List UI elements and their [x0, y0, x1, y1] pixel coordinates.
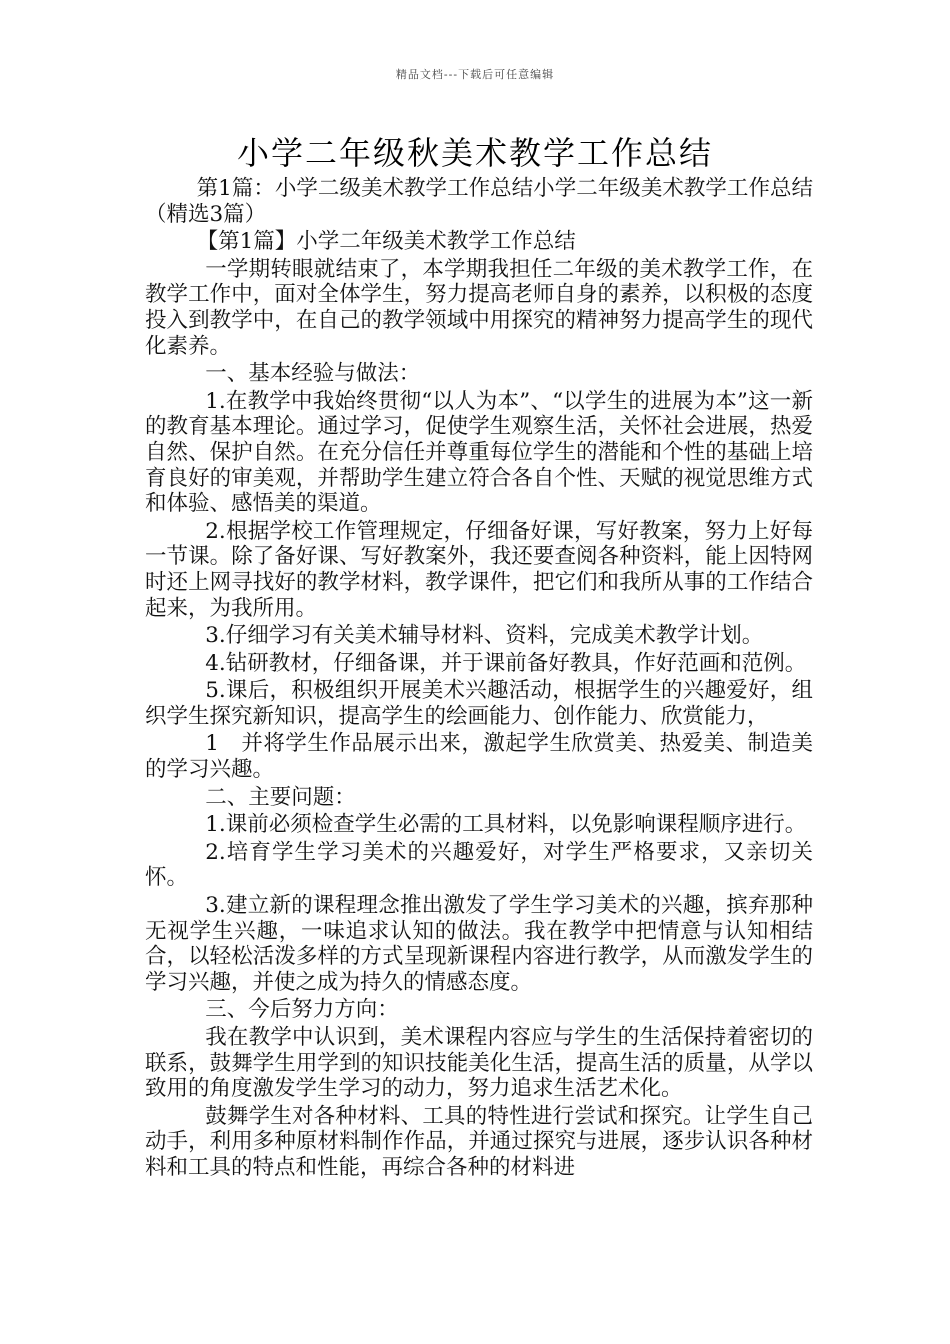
body-paragraph: 2.培育学生学习美术的兴趣爱好，对学生严格要求，又亲切关怀。 [145, 839, 813, 891]
body-paragraph: 1 并将学生作品展示出来，激起学生欣赏美、热爱美、制造美的学习兴趣。 [145, 731, 813, 783]
section-heading: 一、基本经验与做法： [205, 361, 421, 387]
section-heading: 二、主要问题： [205, 784, 356, 810]
section-heading: 【第1篇】小学二年级美术教学工作总结 [196, 229, 576, 255]
subtitle-paragraph: 第1篇：小学二级美术教学工作总结小学二年级美术教学工作总结（精选3篇） [145, 176, 813, 227]
body-paragraph: 3.建立新的课程理念推出激发了学生学习美术的兴趣，摈弃那种无视学生兴趣，一味追求认知的做法。我在教学中把情意与认知相结合，以轻松活泼多样的方式呈现新课程内容进行教学，从而激发学生的学习兴趣，并使之成为持久的情感态度。 [145, 893, 813, 995]
body-paragraph: 1.在教学中我始终贯彻“以人为本”、“以学生的进展为本”这一新的教育基本理论。通过学习，促使学生观察生活，关怀社会进展，热爱自然、保护自然。在充分信任并尊重每位学生的潜能和个性的基础上培育良好的审美观，并帮助学生建立符合各自个性、天赋的视觉思维方式和体验、感悟美的渠道。 [145, 388, 813, 517]
document-title: 小学二年级秋美术教学工作总结 [236, 134, 713, 172]
document-body [145, 176, 813, 1183]
body-paragraph: 我在教学中认识到，美术课程内容应与学生的生活保持着密切的联系，鼓舞学生用学到的知识技能美化生活，提高生活的质量，从学以致用的角度激发学生学习的动力，努力追求生活艺术化。 [145, 1025, 813, 1102]
section-heading: 三、今后努力方向： [205, 997, 399, 1023]
body-paragraph: 5.课后，积极组织开展美术兴趣活动，根据学生的兴趣爱好，组织学生探究新知识，提高学生的绘画能力、创作能力、欣赏能力， [145, 678, 813, 729]
body-paragraph: 鼓舞学生对各种材料、工具的特性进行尝试和探究。让学生自己动手，利用多种原材料制作作品，并通过探究与进展，逐步认识各种材料和工具的特点和性能，再综合各种的材料进 [145, 1103, 813, 1180]
body-paragraph: 一学期转眼就结束了，本学期我担任二年级的美术教学工作，在教学工作中，面对全体学生，努力提高老师自身的素养，以积极的态度投入到教学中，在自己的教学领域中用探究的精神努力提高学生的现代化素养。 [145, 256, 813, 359]
body-paragraph: 1.课前必须检查学生必需的工具材料，以免影响课程顺序进行。 [205, 812, 807, 838]
header-watermark: 精品文档---下载后可任意编辑 [395, 68, 555, 81]
body-paragraph: 4.钻研教材，仔细备课，并于课前备好教具，作好范画和范例。 [205, 650, 807, 676]
body-paragraph: 3.仔细学习有关美术辅导材料、资料，完成美术教学计划。 [205, 623, 764, 649]
body-paragraph: 2.根据学校工作管理规定，仔细备好课，写好教案，努力上好每一节课。除了备好课、写好教案外，我还要查阅各种资料，能上因特网时还上网寻找好的教学材料，教学课件，把它们和我所从事的工作结合起来，为我所用。 [145, 518, 813, 621]
